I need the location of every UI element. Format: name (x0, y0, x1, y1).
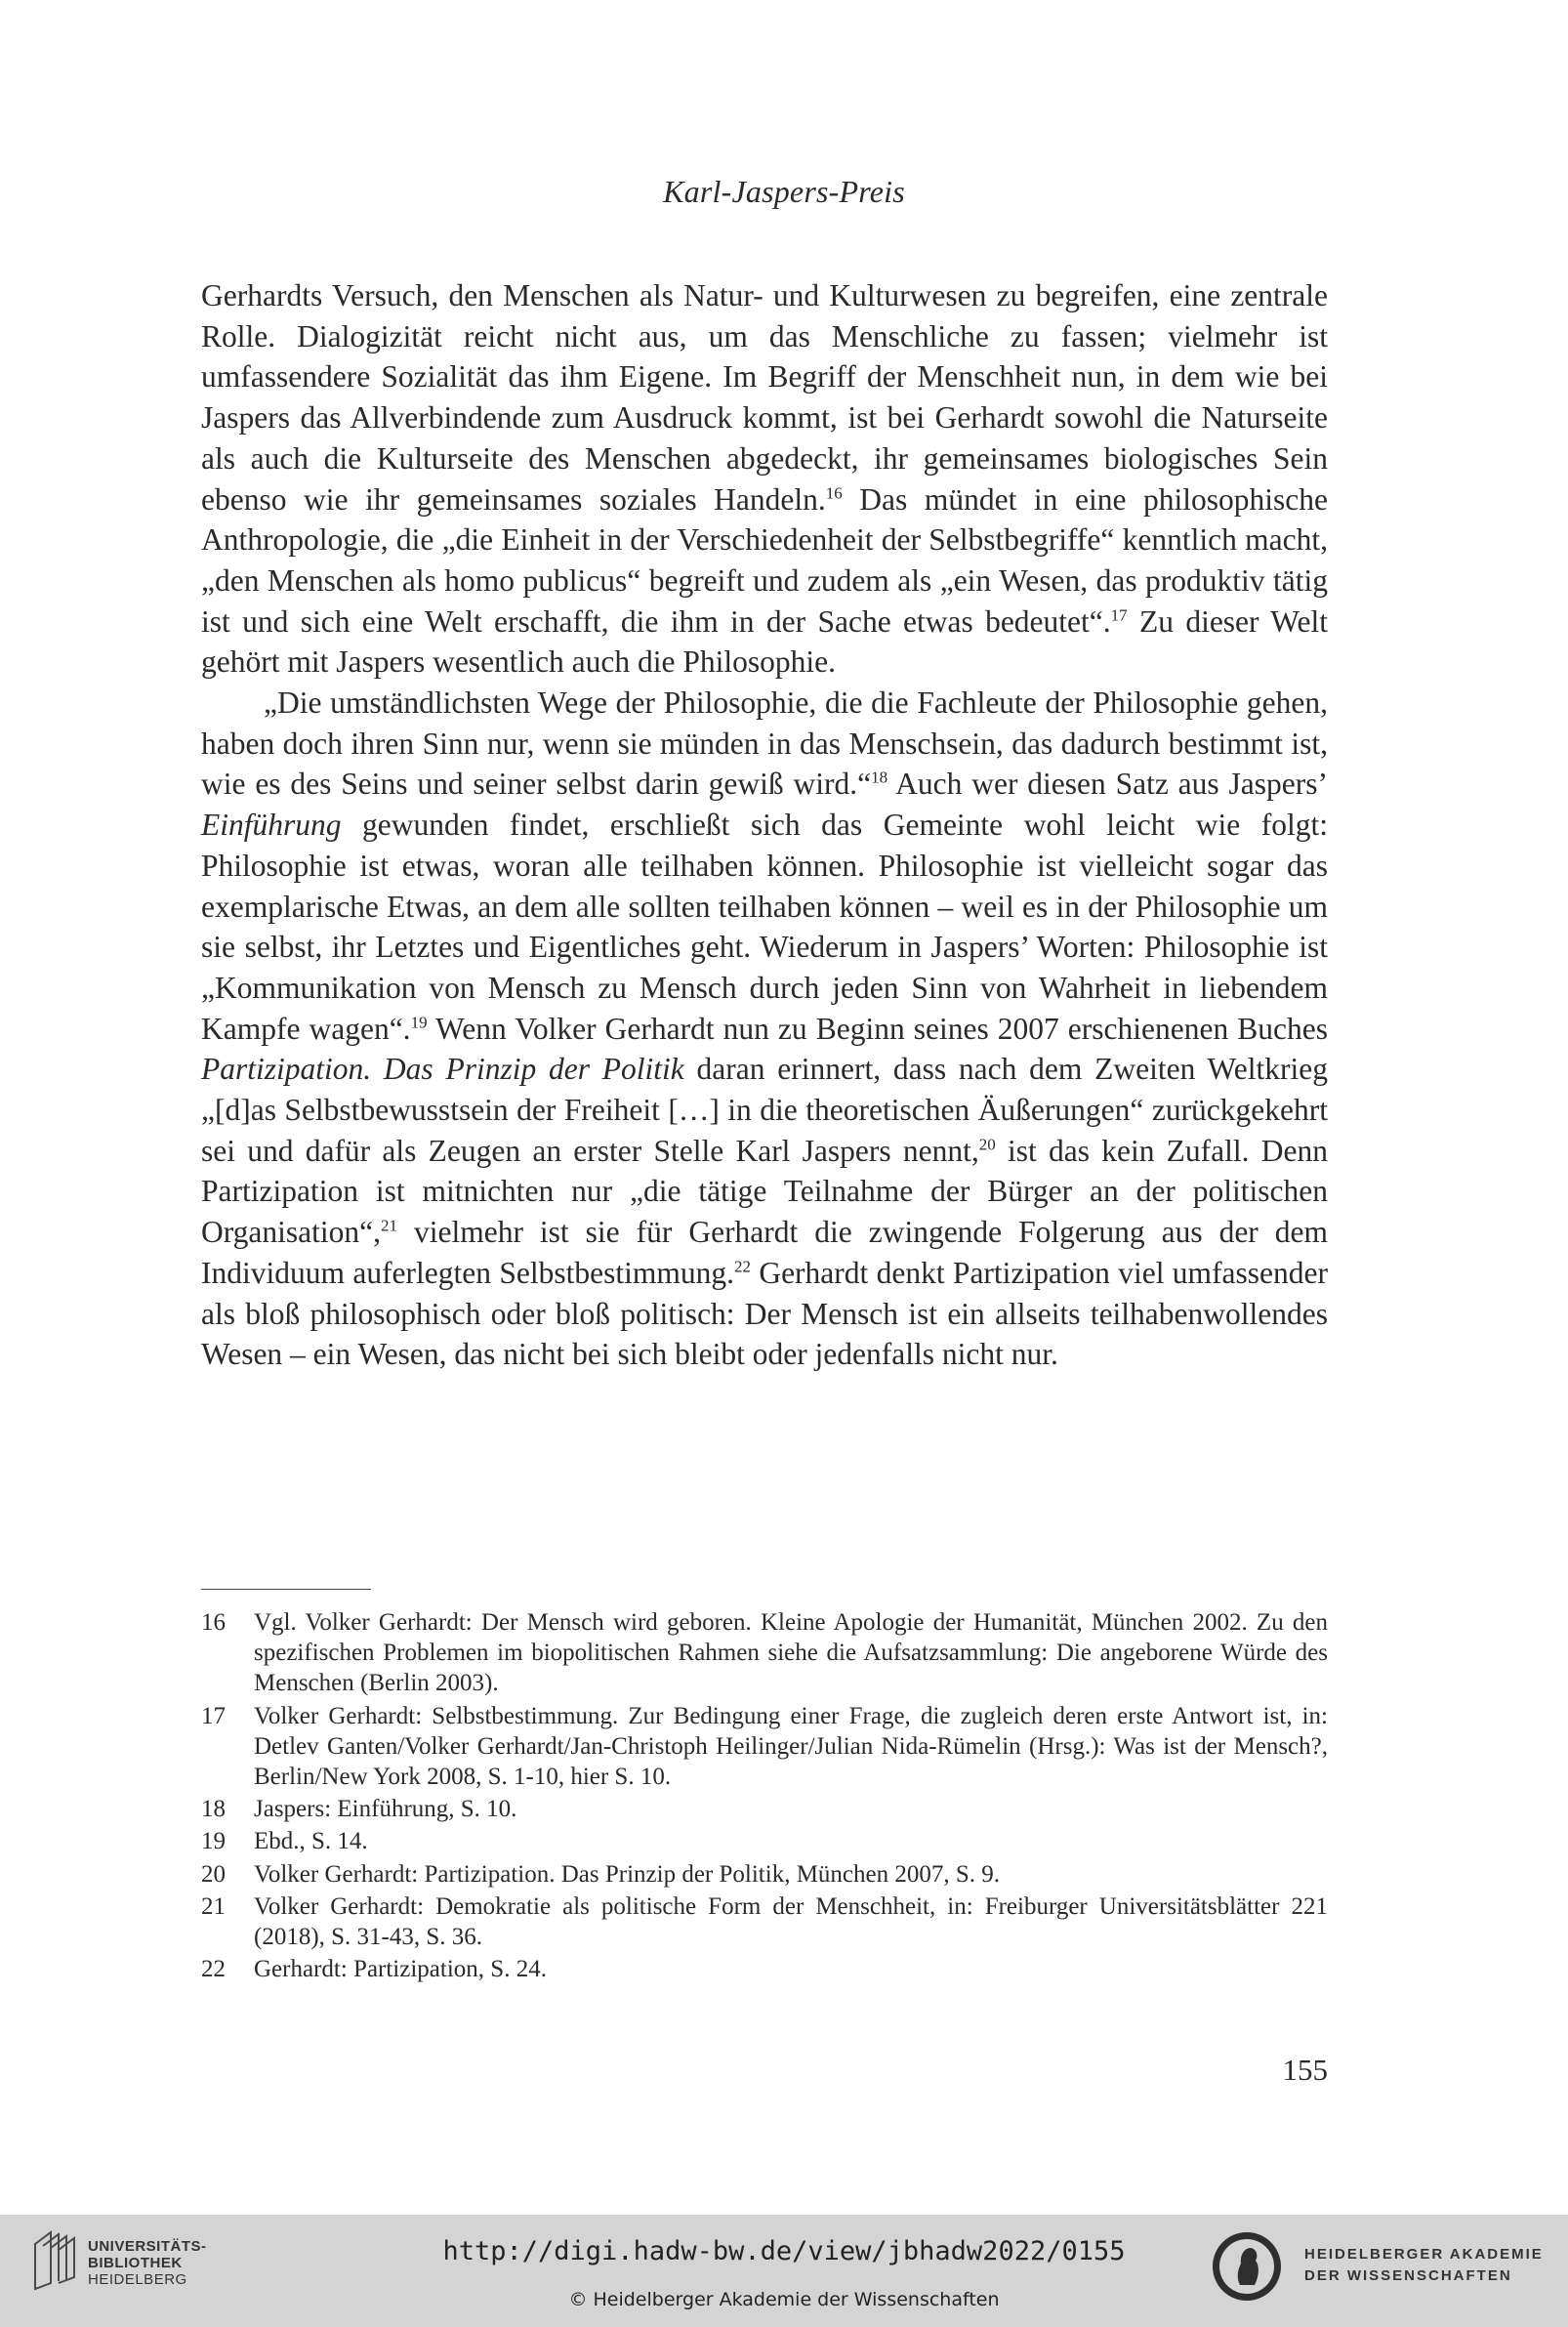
text-run: Das mündet in eine philosophische Anthropologie, die „die Einheit in der Verschiedenheit der Selbstbegriffe“ kenntlich macht, „den Menschen als homo publicus“ begreift und zudem als „ein Wesen, das produktiv tätig ist und sich eine Welt erschafft, die ihm in der Sache etwas bedeutet“. (201, 481, 1328, 639)
footnote-text: Volker Gerhardt: Demokratie als politische Form der Menschheit, in: Freiburger Universitätsblätter 221 (2018), S. 31-43, S. 36. (254, 1892, 1328, 1951)
footnote-marker: 19 (410, 1013, 428, 1032)
university-library-label: UNIVERSITÄTS- BIBLIOTHEK HEIDELBERG (88, 2238, 207, 2288)
text-run: Wenn Volker Gerhardt nun zu Beginn seines 2007 erschienenen Buches (427, 1011, 1328, 1046)
footer-copyright: © Heidelberger Akademie der Wissenschaften (568, 2289, 1000, 2310)
footnote-marker: 20 (978, 1135, 996, 1154)
text-run: „Die umständlichsten Wege der Philosophie, die die Fachleute der Philosophie gehen, haben doch ihren Sinn nur, wenn sie münden in das Menschsein, das dadurch bestimmt ist, wie es des Seins und seiner selbst darin gewiß wird.“ (201, 686, 1328, 802)
text-run: daran erinnert, dass nach dem Zweiten Weltkrieg „[d]as Selbstbewusstsein der Freiheit […] in die theoretischen Äußerungen“ zurückgekehrt sei und dafür als Zeugen an erster Stelle Karl Jaspers nennt, (201, 1052, 1328, 1168)
footnote (201, 1859, 1328, 1890)
footnote-marker: 16 (825, 483, 843, 503)
italic-title: Partizipation. Das Prinzip der Politik (201, 1052, 684, 1087)
footnote-marker: 18 (871, 768, 888, 787)
footnote (201, 1607, 1328, 1699)
footnotes (201, 1607, 1328, 1986)
footnote-text: Ebd., S. 14. (254, 1828, 368, 1855)
main-text (201, 275, 1328, 1375)
footnote-number: 18 (201, 1796, 226, 1823)
footnote-text: Volker Gerhardt: Selbstbestimmung. Zur Bedingung einer Frage, die zugleich deren erste Antwort ist, in: Detlev Ganten/Volker Gerhardt/Jan-Christoph Heilinger/Julian Nida-Rümelin (Hrsg.): Was ist der Mensch?, Berlin/New York 2008, S. 1-10, hier S. 10. (254, 1702, 1328, 1791)
running-head: Karl-Jaspers-Preis (663, 174, 905, 209)
footnote (201, 1891, 1328, 1952)
footer-bar (0, 2215, 1568, 2327)
footnote (201, 1954, 1328, 1984)
paragraph-1 (201, 275, 1328, 683)
footnote-number: 17 (201, 1702, 226, 1729)
footnote-text: Vgl. Volker Gerhardt: Der Mensch wird geboren. Kleine Apologie der Humanität, München 2002. Zu den spezifischen Problemen im biopolitischen Rahmen siehe die Aufsatzsammlung: Die angeborene Würde des Menschen (Berlin 2003). (254, 1609, 1328, 1697)
footnote-text: Jaspers: Einführung, S. 10. (254, 1796, 517, 1823)
paragraph-2 (201, 683, 1328, 1375)
footnote-marker: 22 (733, 1257, 751, 1276)
text-run: Gerhardt denkt Partizipation viel umfassender als bloß philosophisch oder bloß politisch: Der Mensch ist ein allseits teilhabenwollendes Wesen – ein Wesen, das nicht bei sich bleibt oder jedenfalls nicht nur. (201, 1255, 1329, 1372)
footnote (201, 1826, 1328, 1856)
footnote-marker: 21 (381, 1216, 398, 1235)
footnote-number: 20 (201, 1860, 226, 1888)
footnote-marker: 17 (1110, 605, 1128, 625)
footnote (201, 1701, 1328, 1793)
footnote (201, 1794, 1328, 1824)
text-run: Gerhardts Versuch, den Menschen als Natur- und Kulturwesen zu begreifen, eine zentrale Rolle. Dialogizität reicht nicht aus, um das Menschliche zu fassen; vielmehr ist umfassendere Sozialität das ihm Eigene. Im Begriff der Menschheit nun, in dem wie bei Jaspers das Allverbindende zum Ausdruck kommt, ist bei Gerhardt sowohl die Naturseite als auch die Kulturseite des Menschen abgedeckt, ihr gemeinsames biologisches Sein ebenso wie ihr gemeinsames soziales Handeln. (201, 278, 1328, 517)
page-number: 155 (1282, 2053, 1328, 2087)
footnote-number: 19 (201, 1828, 226, 1855)
footnote-text: Gerhardt: Partizipation, S. 24. (254, 1956, 547, 1983)
academy-seal-icon (1211, 2230, 1283, 2303)
footer-url-link[interactable]: http://digi.hadw-bw.de/view/jbhadw2022/0155 (442, 2236, 1126, 2266)
academy-label: HEIDELBERGER AKADEMIE DER WISSENSCHAFTEN (1304, 2246, 1544, 2284)
text-run: gewunden findet, erschließt sich das Gemeinte wohl leicht wie folgt: Philosophie ist etwas, woran alle teilhaben können. Philosophie ist vielleicht sogar das exemplarische Etwas, an dem alle sollten teilhaben können – weil es in der Philosophie um sie selbst, ihr Letztes und Eigentliches geht. Wiederum in Jaspers’ Worten: Philosophie ist „Kommunikation von Mensch zu Mensch durch jeden Sinn von Wahrheit in liebendem Kampfe wagen“. (201, 808, 1328, 1046)
text-run: Zu dieser Welt gehört mit Jaspers wesentlich auch die Philosophie. (201, 603, 1328, 680)
footnote-number: 21 (201, 1892, 226, 1920)
text-run: ist das kein Zufall. Denn Partizipation ist mitnichten nur „die tätige Teilnahme der Bürger an der politischen Organisation“, (201, 1133, 1328, 1250)
footnote-number: 16 (201, 1609, 226, 1636)
text-run: Auch wer diesen Satz aus Jaspers’ (887, 767, 1328, 802)
text-run: vielmehr ist sie für Gerhardt die zwingende Folgerung aus der dem Individuum auferlegten Selbstbestimmung. (201, 1215, 1328, 1290)
footnote-number: 22 (201, 1956, 226, 1983)
italic-title: Einführung (201, 808, 342, 843)
footnote-rule (201, 1589, 371, 1590)
footnote-text: Volker Gerhardt: Partizipation. Das Prinzip der Politik, München 2007, S. 9. (254, 1860, 1001, 1888)
